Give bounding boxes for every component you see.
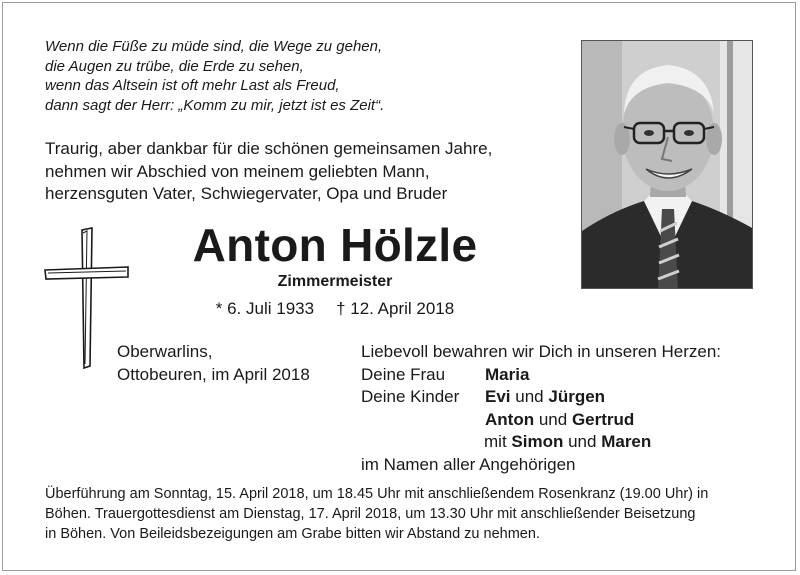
intro-line: Traurig, aber dankbar für die schönen gemeinsamen Jahre, [45, 139, 493, 158]
wife-name: Maria [485, 364, 530, 384]
place-line: Ottobeuren, im April 2018 [117, 364, 310, 384]
poem-line: wenn das Altsein ist oft mehr Last als Freud, [45, 77, 340, 94]
death-date: † 12. April 2018 [336, 299, 455, 318]
poem-line: Wenn die Füße zu müde sind, die Wege zu gehen, [45, 38, 383, 55]
grandchild-name: Maren [601, 432, 652, 451]
child-name: Jürgen [548, 387, 606, 406]
poem [45, 37, 565, 115]
footer-line: Überführung am Sonntag, 15. April 2018, um 18.45 Uhr mit anschließendem Rosenkranz (19.00 Uhr) in [45, 486, 709, 502]
wife-label: Deine Frau [361, 364, 446, 384]
family-heading: Liebevoll bewahren wir Dich in unseren Herzen: [361, 342, 722, 361]
family-block [361, 341, 781, 476]
intro-text [45, 138, 565, 206]
life-dates [150, 298, 520, 320]
intro-line: nehmen wir Abschied von meinem geliebten Mann, [45, 161, 430, 181]
birth-date: * 6. Juli 1933 [215, 299, 315, 318]
family-closing: im Namen aller Angehörigen [361, 454, 576, 474]
child-name: Gertrud [571, 409, 635, 429]
conjunction: und [538, 409, 568, 429]
conjunction: und [515, 387, 544, 406]
deceased-name: Anton Hölzle [192, 219, 478, 271]
intro-line: herzensguten Vater, Schwiegervater, Opa und Bruder [45, 184, 448, 203]
place-and-date [117, 341, 347, 386]
place-line: Oberwarlins, [117, 342, 213, 361]
poem-line: dann sagt der Herr: „Komm zu mir, jetzt ist es Zeit“. [45, 96, 385, 114]
portrait-photo [581, 40, 753, 289]
with-word: mit [484, 432, 507, 451]
child-name: Anton [485, 409, 535, 429]
poem-line: die Augen zu trübe, die Erde zu sehen, [45, 57, 304, 75]
funeral-details [45, 484, 760, 544]
grandchild-name: Simon [511, 432, 564, 451]
child-name: Evi [485, 387, 511, 406]
conjunction: und [568, 432, 597, 451]
children-label: Deine Kinder [361, 387, 460, 406]
footer-line: Böhen. Trauergottesdienst am Dienstag, 17. April 2018, um 13.30 Uhr mit anschließender Beisetzung [45, 506, 696, 522]
deceased-profession: Zimmermeister [277, 273, 393, 290]
footer-line: in Böhen. Von Beileidsbezeigungen am Grabe bitten wir Abstand zu nehmen. [45, 526, 540, 542]
